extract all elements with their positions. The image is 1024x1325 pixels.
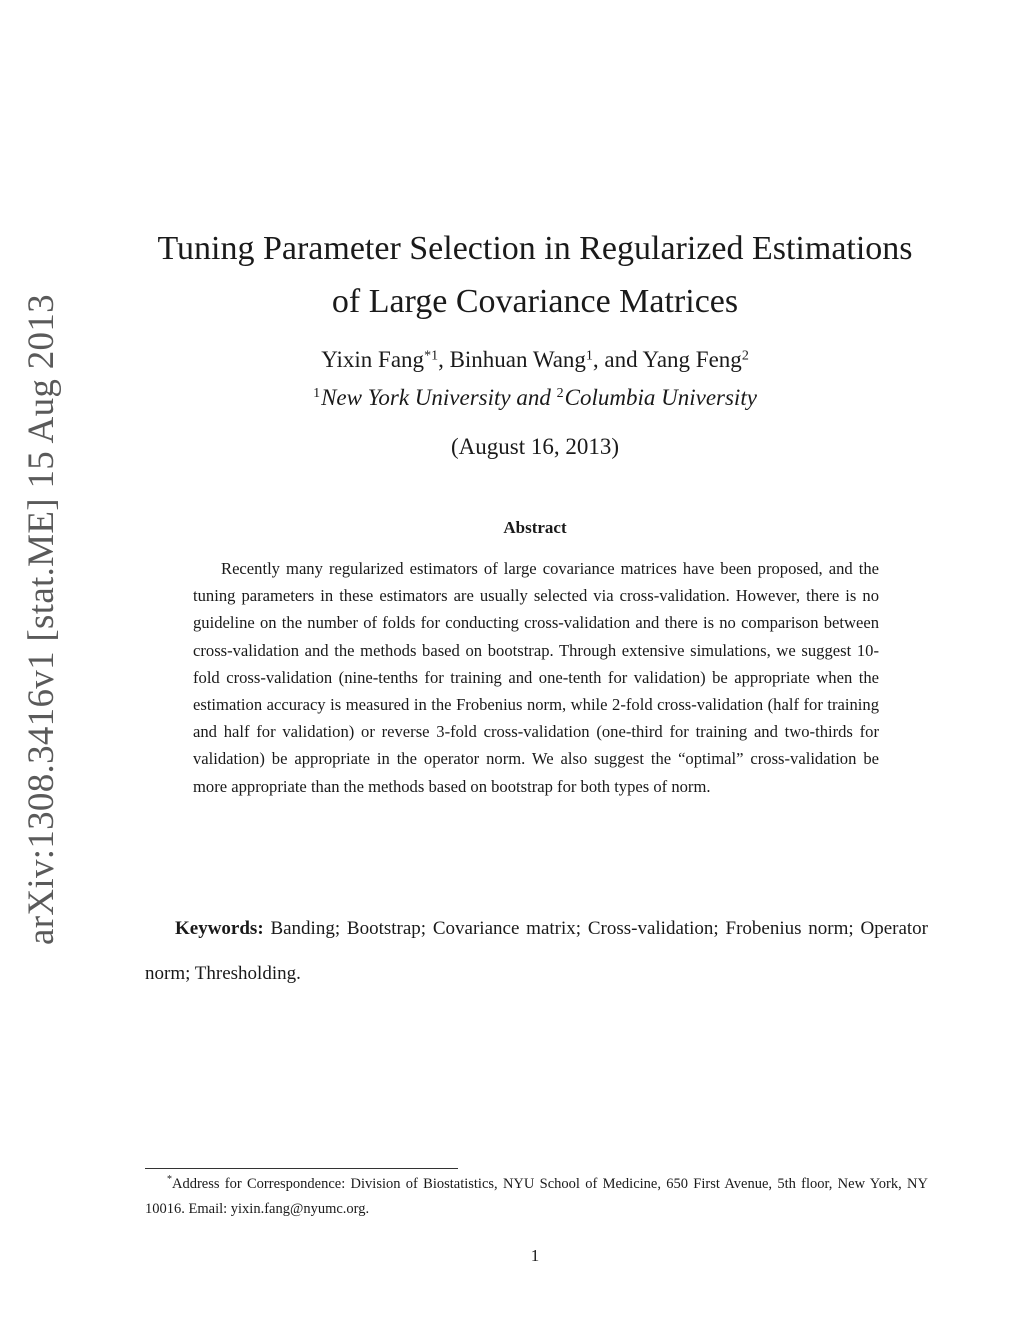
footnote-text: Address for Correspondence: Division of Biostatistics, NYU School of Medicine, 650 First Avenue, 5th floor, New York, NY 10016. Email: yixin.fang@nyumc.org. [145,1176,928,1217]
author-name: Yixin Fang [321,347,425,372]
author-separator: , [438,347,450,372]
title-line-2: of Large Covariance Matrices [331,283,739,320]
affiliation-mark: 1 [313,386,321,402]
affiliation-conjunction: and [510,385,557,410]
abstract-heading: Abstract [503,518,567,537]
footnote [145,1172,928,1222]
author-name: Yang Feng [642,347,742,372]
title-line-1: Tuning Parameter Selection in Regularized Estimations [157,230,913,267]
footnote-mark: * [167,1174,172,1185]
paper-date: (August 16, 2013) [450,434,620,459]
affiliation-name: New York University [321,385,511,410]
author-separator: , and [592,347,643,372]
author-mark: 2 [741,348,749,364]
keywords-label: Keywords: [175,918,264,939]
author-list [120,345,950,375]
arxiv-stamp-text: arXiv:1308.3416v1 [stat.ME] 15 Aug 2013 [21,294,62,945]
keywords [145,906,928,996]
keywords-text: Banding; Bootstrap; Covariance matrix; Cross-validation; Frobenius norm; Operator norm; Thresholding. [145,918,928,984]
page-number: 1 [530,1246,540,1265]
affiliation-mark: 2 [556,386,564,402]
author-mark: 1 [585,348,593,364]
abstract-text: Recently many regularized estimators of large covariance matrices have been proposed, and the tuning parameters in these estimators are usually selected via cross-validation. However, there is no guideline on the number of folds for conducting cross-validation and there is no comparison between cross-validation and the methods based on bootstrap. Through extensive simulations, we suggest 10-fold cross-validation (nine-tenths for training and one-tenth for validation) be appropriate when the estimation accuracy is measured in the Frobenius norm, while 2-fold cross-validation (half for training and half for validation) or reverse 3-fold cross-validation (one-third for training and two-thirds for validation) be appropriate in the operator norm. We also suggest the “optimal” cross-validation be more appropriate than the methods based on bootstrap for both types of norm. [193,559,879,796]
affiliations [120,383,950,413]
arxiv-stamp [20,294,80,950]
footnote-divider [145,1168,458,1169]
paper-title [120,222,950,328]
author-mark: *1 [424,348,439,364]
author-name: Binhuan Wang [449,347,586,372]
affiliation-name: Columbia University [564,385,757,410]
